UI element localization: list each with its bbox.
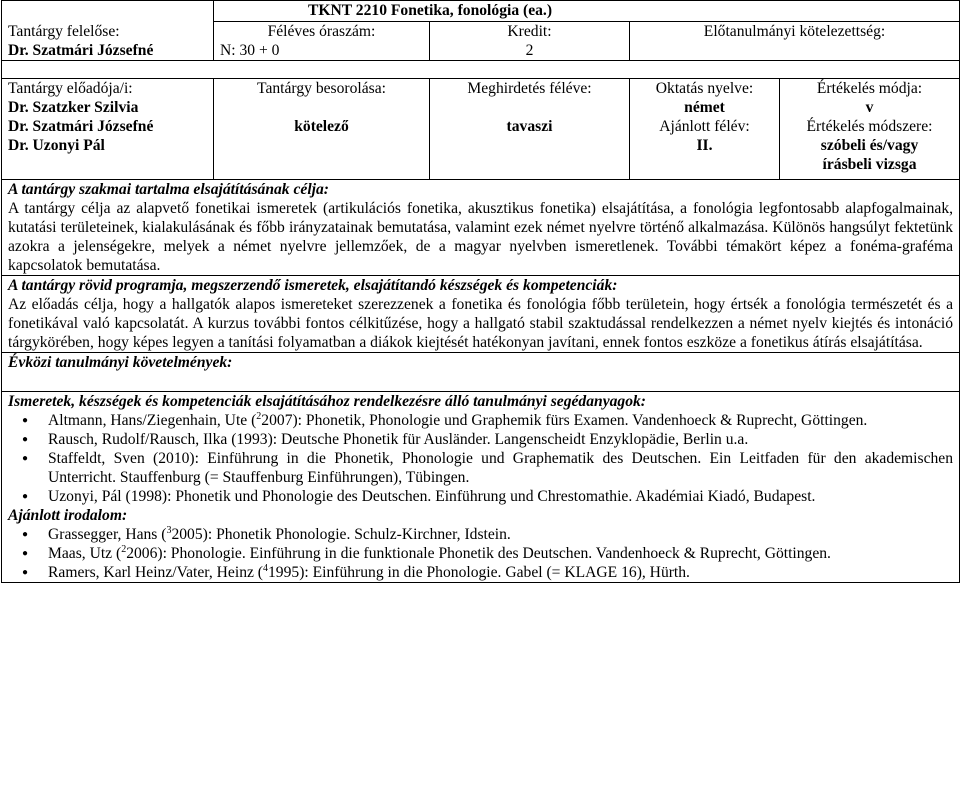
requirements-heading: Évközi tanulmányi követelmények: — [8, 354, 233, 371]
classification-value: kötelező — [294, 118, 349, 135]
requirements-cell — [2, 353, 960, 392]
responsible-cell — [2, 22, 214, 61]
evaluation-method-label: Értékelés módszere: — [806, 118, 933, 135]
requirements-row — [2, 353, 960, 392]
prereq-cell — [630, 22, 960, 61]
language-value: német — [684, 99, 725, 116]
program-heading: A tantárgy rövid programja, megszerzendő ismeretek, elsajátítandó készségek és kompetenciák: — [8, 277, 618, 294]
course-title: TKNT 2210 Fonetika, fonológia (ea.) — [214, 1, 960, 22]
classification-label: Tantárgy besorolása: — [257, 80, 386, 97]
header-row — [2, 22, 960, 61]
materials-list — [8, 411, 953, 506]
list-item: ● Staffeldt, Sven (2010): Einführung in die Phonetik, Phonologie und Graphematik des Deutschen. Ein Leitfaden für den akademischen Unterricht. Stauffenburg (= Stauffenburg Einführungen), Tübingen. — [48, 449, 953, 487]
materials-heading: Ismeretek, készségek és kompetenciák elsajátításához rendelkezésre álló tanulmányi segédanyagok: — [8, 393, 646, 410]
goal-heading: A tantárgy szakmai tartalma elsajátításának célja: — [8, 181, 329, 198]
goal-text: A tantárgy célja az alapvető fonetikai ismeretek (artikulációs fonetika, akusztikus fonetika) elsajátítása, a fonológia legfontosabb alapfogalmainak, kutatási területeinek, kialakulásának és főbb irányzatainak bemutatása, valamint ezek német nyelvre történő alkalmazása. Különös hangsúlyt fektetünk azokra a jelenségekre, melyek a német nyelvre jellemzőek, de a magyar nyelvben ismeretlenek. További témakört képez a fonéma-graféma kapcsolatok bemutatása. — [8, 200, 954, 274]
credit-label: Kredit: — [507, 23, 552, 40]
goal-row — [2, 180, 960, 276]
recommended-heading: Ajánlott irodalom: — [8, 507, 128, 524]
list-item: ● Maas, Utz ($^2$2006): Phonologie. Einführung in die funktionale Phonetik des Deutschen. Vandenhoeck & Ruprecht, Göttingen. — [48, 544, 953, 563]
list-item: ● Altmann, Hans/Ziegenhain, Ute ($^2$2007): Phonetik, Phonologie und Graphemik fürs Examen. Vandenhoeck & Ruprecht, Göttingen. — [48, 411, 953, 430]
info-row — [2, 79, 960, 180]
list-item: ● Grassegger, Hans ($^3$2005): Phonetik Phonologie. Schulz-Kirchner, Idstein. — [48, 525, 953, 544]
course-sheet — [1, 0, 960, 583]
lecturer-2: Dr. Szatmári Józsefné — [8, 118, 154, 135]
recommended-list — [8, 525, 953, 582]
program-row — [2, 276, 960, 353]
language-label: Oktatás nyelve: — [655, 80, 754, 97]
classification-cell — [214, 79, 430, 180]
program-cell — [2, 276, 960, 353]
lecturer-1: Dr. Szatzker Szilvia — [8, 99, 139, 116]
recommended-semester-value: II. — [696, 137, 713, 154]
list-item: ● Rausch, Rudolf/Rausch, Ilka (1993): Deutsche Phonetik für Ausländer. Langenscheidt Enzyklopädie, Berlin u.a. — [48, 430, 953, 449]
lecturer-3: Dr. Uzonyi Pál — [8, 137, 105, 154]
credit-value: 2 — [525, 42, 534, 59]
materials-row — [2, 392, 960, 583]
hours-label: Féléves óraszám: — [267, 23, 376, 40]
lecturers-cell — [2, 79, 214, 180]
semester-value: tavaszi — [506, 118, 553, 135]
credit-cell — [430, 22, 630, 61]
materials-cell — [2, 392, 960, 583]
hours-cell — [214, 22, 430, 61]
evaluation-method-value-1: szóbeli és/vagy — [820, 137, 919, 154]
language-cell — [630, 79, 780, 180]
lecturers-label: Tantárgy előadója/i: — [8, 80, 133, 97]
list-item: ● Ramers, Karl Heinz/Vater, Heinz ($^4$1995): Einführung in die Phonologie. Gabel (= KLAGE 16), Hürth. — [48, 563, 953, 582]
list-item: ● Uzonyi, Pál (1998): Phonetik und Phonologie des Deutschen. Einführung und Chrestomathie. Akadémiai Kiadó, Budapest. — [48, 487, 953, 506]
prereq-label: Előtanulmányi kötelezettség: — [703, 23, 886, 40]
hours-value: N: 30 + 0 — [220, 42, 280, 59]
title-row — [2, 1, 960, 22]
recommended-semester-label: Ajánlott félév: — [659, 118, 750, 135]
program-text: Az előadás célja, hogy a hallgatók alapos ismereteket szerezzenek a fonetika és fonológia főbb területein, hogy értsék a fonológia természetét és a fonetikával való kapcsolatát. A kurzus további fontos célkitűzése, hogy a hallgató stabil szaktudással rendelkezzen a német nyelv kiejtés és intonáció tárgykörében, hogy képes legyen a tanítási folyamatban a diákok kiejtését hatékonyan javítani, ennek fontos eszköze a fonetikus átírás elsajátítása. — [8, 296, 954, 351]
semester-label: Meghirdetés féléve: — [467, 80, 592, 97]
responsible-name: Dr. Szatmári Józsefné — [8, 41, 154, 59]
evaluation-label: Értékelés módja: — [816, 80, 923, 97]
evaluation-cell — [780, 79, 960, 180]
semester-cell — [430, 79, 630, 180]
responsible-label: Tantárgy felelőse: — [8, 22, 120, 40]
goal-cell — [2, 180, 960, 276]
evaluation-value: v — [865, 99, 874, 116]
evaluation-method-value-2: írásbeli vizsga — [822, 156, 917, 173]
